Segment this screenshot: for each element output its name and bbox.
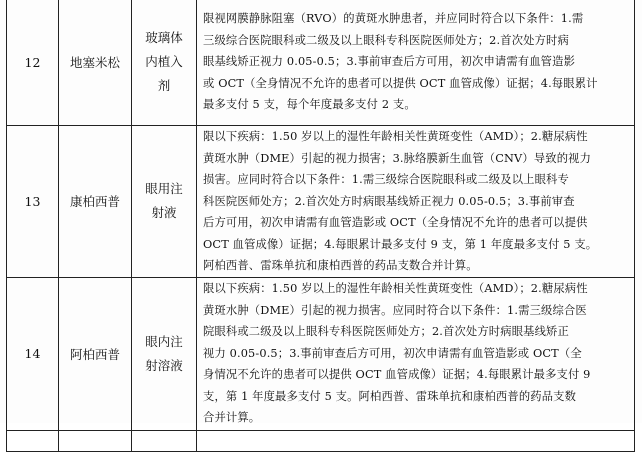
table-row xyxy=(7,277,635,430)
drug-name: 地塞米松 xyxy=(59,0,132,126)
restriction-line: 或 OCT（全身情况不允许的患者可以提供 OCT 血管成像）证据；4.每眼累计 xyxy=(203,76,598,90)
restriction-line: 科医院医师处方；2.首次处方时病眼基线矫正视力 0.05-0.5；3.事前审查 xyxy=(203,194,575,208)
drug-name: 阿柏西普 xyxy=(59,277,132,430)
row-number: 12 xyxy=(7,0,59,126)
restriction-line: 黄斑水肿（DME）引起的视力损害。应同时符合以下条件：1.需三级综合医 xyxy=(203,303,587,317)
restriction-line: 三级综合医院眼科或二级及以上眼科专科医院医师处方；2.首次处方时病 xyxy=(203,33,569,47)
restriction-line: 合并计算。 xyxy=(203,411,261,425)
restriction-line: 院眼科或二级及以上眼科专科医院医师处方；2.首次处方时病眼基线矫正 xyxy=(203,325,569,339)
restriction-line: 阿柏西普、雷珠单抗和康柏西普的药品支数合并计算。 xyxy=(203,259,478,272)
table-row xyxy=(7,126,635,278)
restriction-line: 支，第 1 年度最多支付 5 支。阿柏西普、雷珠单抗和康柏西普的药品支数 xyxy=(203,389,577,403)
dosage-form xyxy=(132,0,197,126)
drug-restriction-table xyxy=(6,0,635,452)
empty-cell xyxy=(197,430,635,451)
restriction-line: 最多支付 5 支，每个年度最多支付 2 支。 xyxy=(203,98,416,112)
table-row-partial xyxy=(7,430,635,451)
restriction-line: 限视网膜静脉阻塞（RVO）的黄斑水肿患者，并应同时符合以下条件：1.需 xyxy=(203,12,584,26)
row-number: 13 xyxy=(7,126,59,278)
payment-restriction xyxy=(197,0,635,126)
row-number: 14 xyxy=(7,277,59,430)
restriction-line: 限以下疾病：1.50 岁以上的湿性年龄相关性黄斑变性（AMD）；2.糖尿病性 xyxy=(203,130,588,143)
dosage-form-line: 玻璃体 xyxy=(145,30,183,45)
dosage-form-line: 射溶液 xyxy=(145,357,183,373)
payment-restriction xyxy=(197,126,635,278)
restriction-line: 视力 0.05-0.5；3.事前审查后方可用，初次申请需有血管造影或 OCT（全 xyxy=(203,346,582,360)
dosage-form-line: 内植入 xyxy=(145,54,183,69)
empty-cell xyxy=(7,430,59,451)
restriction-line: 限以下疾病：1.50 岁以上的湿性年龄相关性黄斑变性（AMD）；2.糖尿病性 xyxy=(203,282,588,296)
dosage-form xyxy=(132,126,197,278)
table-row xyxy=(7,0,635,126)
dosage-form-line: 射液 xyxy=(151,205,177,221)
empty-cell xyxy=(132,430,197,451)
payment-restriction xyxy=(197,277,635,430)
empty-cell xyxy=(59,430,132,451)
dosage-form-line: 剂 xyxy=(157,78,171,93)
restriction-line: 后方可用，初次申请需有血管造影或 OCT（全身情况不允许的患者可以提供 xyxy=(203,216,588,229)
restriction-line: 身情况不允许的患者可以提供 OCT 血管成像）证据；4.每眼累计最多支付 9 xyxy=(203,368,591,382)
restriction-line: 眼基线矫正视力 0.05-0.5；3.事前审查后方可用，初次申请需有血管造影 xyxy=(203,55,576,69)
restriction-line: 黄斑水肿（DME）引起的视力损害；3.脉络膜新生血管（CNV）导致的视力 xyxy=(203,151,592,165)
dosage-form-line: 眼用注 xyxy=(145,181,183,197)
dosage-form-line: 眼内注 xyxy=(145,333,183,349)
restriction-line: 损害。应同时符合以下条件：1.需三级综合医院眼科或二级及以上眼科专 xyxy=(203,173,569,186)
drug-name: 康柏西普 xyxy=(59,126,132,278)
dosage-form xyxy=(132,277,197,430)
restriction-line: OCT 血管成像）证据；4.每眼累计最多支付 9 支，第 1 年度最多支付 5 支。 xyxy=(203,237,598,251)
